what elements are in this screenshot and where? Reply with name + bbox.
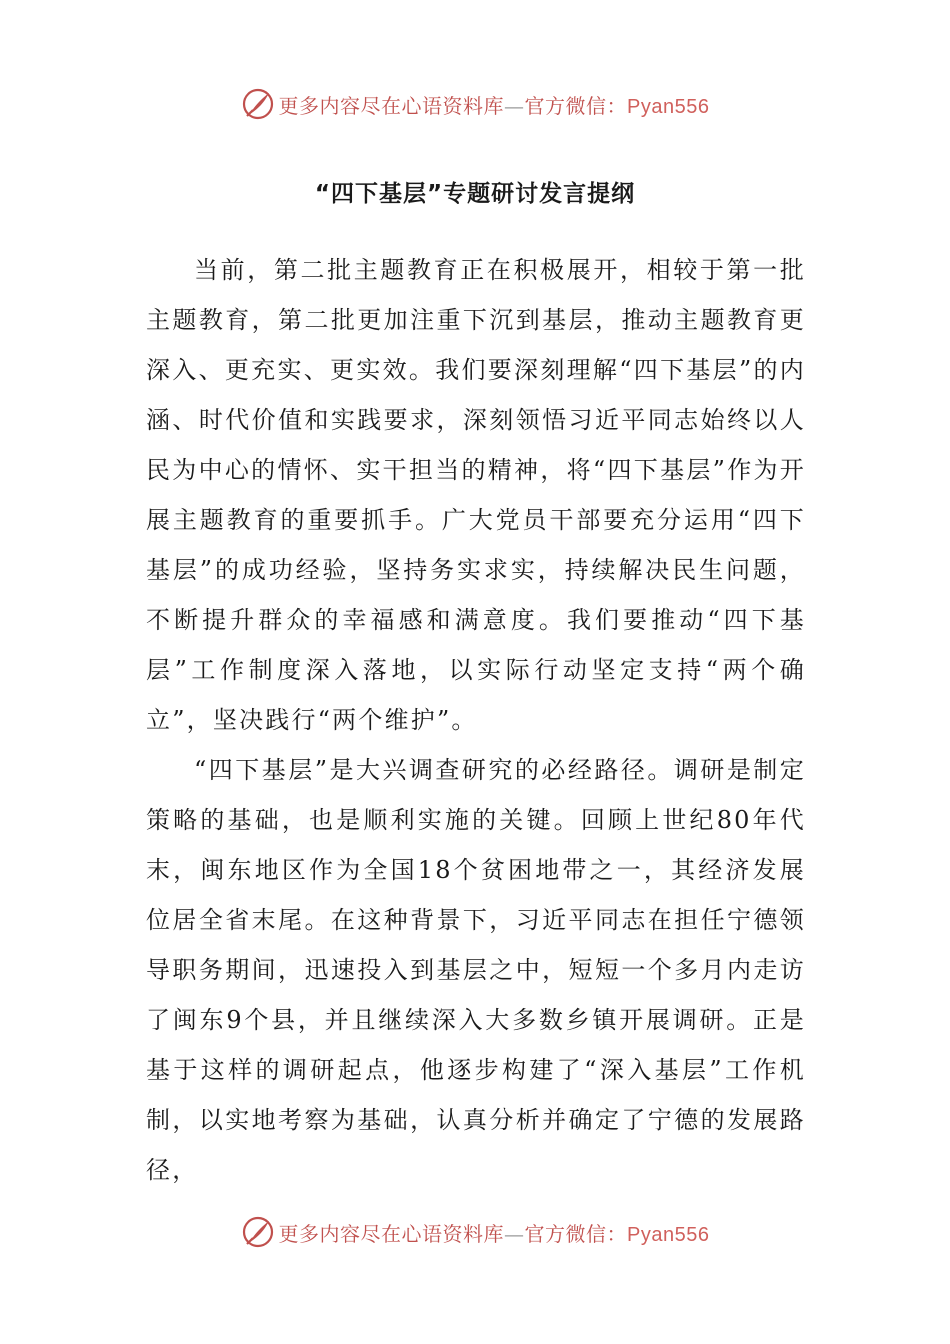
quill-logo-icon: [241, 87, 275, 121]
watermark-text: 更多内容尽在心语资料库—官方微信：Pyan556: [278, 1221, 710, 1246]
document-body: [146, 245, 806, 1195]
quill-logo-icon: [241, 1215, 275, 1249]
watermark-text: 更多内容尽在心语资料库—官方微信：Pyan556: [278, 93, 710, 118]
paragraph: “四下基层”是大兴调查研究的必经路径。调研是制定策略的基础，也是顺利实施的关键。回顾上世纪80年代末，闽东地区作为全国18个贫困地带之一，其经济发展位居全省末尾。在这种背景下，习近平同志在担任宁德领导职务期间，迅速投入到基层之中，短短一个多月内走访了闽东9个县，并且继续深入大多数乡镇开展调研。正是基于这样的调研起点，他逐步构建了“深入基层”工作机制，以实地考察为基础，认真分析并确定了宁德的发展路径，: [146, 756, 806, 1184]
watermark-header: [0, 84, 950, 124]
paragraph: 当前，第二批主题教育正在积极展开，相较于第一批主题教育，第二批更加注重下沉到基层，推动主题教育更深入、更充实、更实效。我们要深刻理解“四下基层”的内涵、时代价值和实践要求，深刻领悟习近平同志始终以人民为中心的情怀、实干担当的精神，将“四下基层”作为开展主题教育的重要抓手。广大党员干部要充分运用“四下基层”的成功经验，坚持务实求实，持续解决民生问题，不断提升群众的幸福感和满意度。我们要推动“四下基层”工作制度深入落地，以实际行动坚定支持“两个确立”，坚决践行“两个维护”。: [146, 256, 806, 734]
watermark-footer: [0, 1212, 950, 1252]
document-title: “四下基层”专题研讨发言提纲: [314, 181, 636, 207]
